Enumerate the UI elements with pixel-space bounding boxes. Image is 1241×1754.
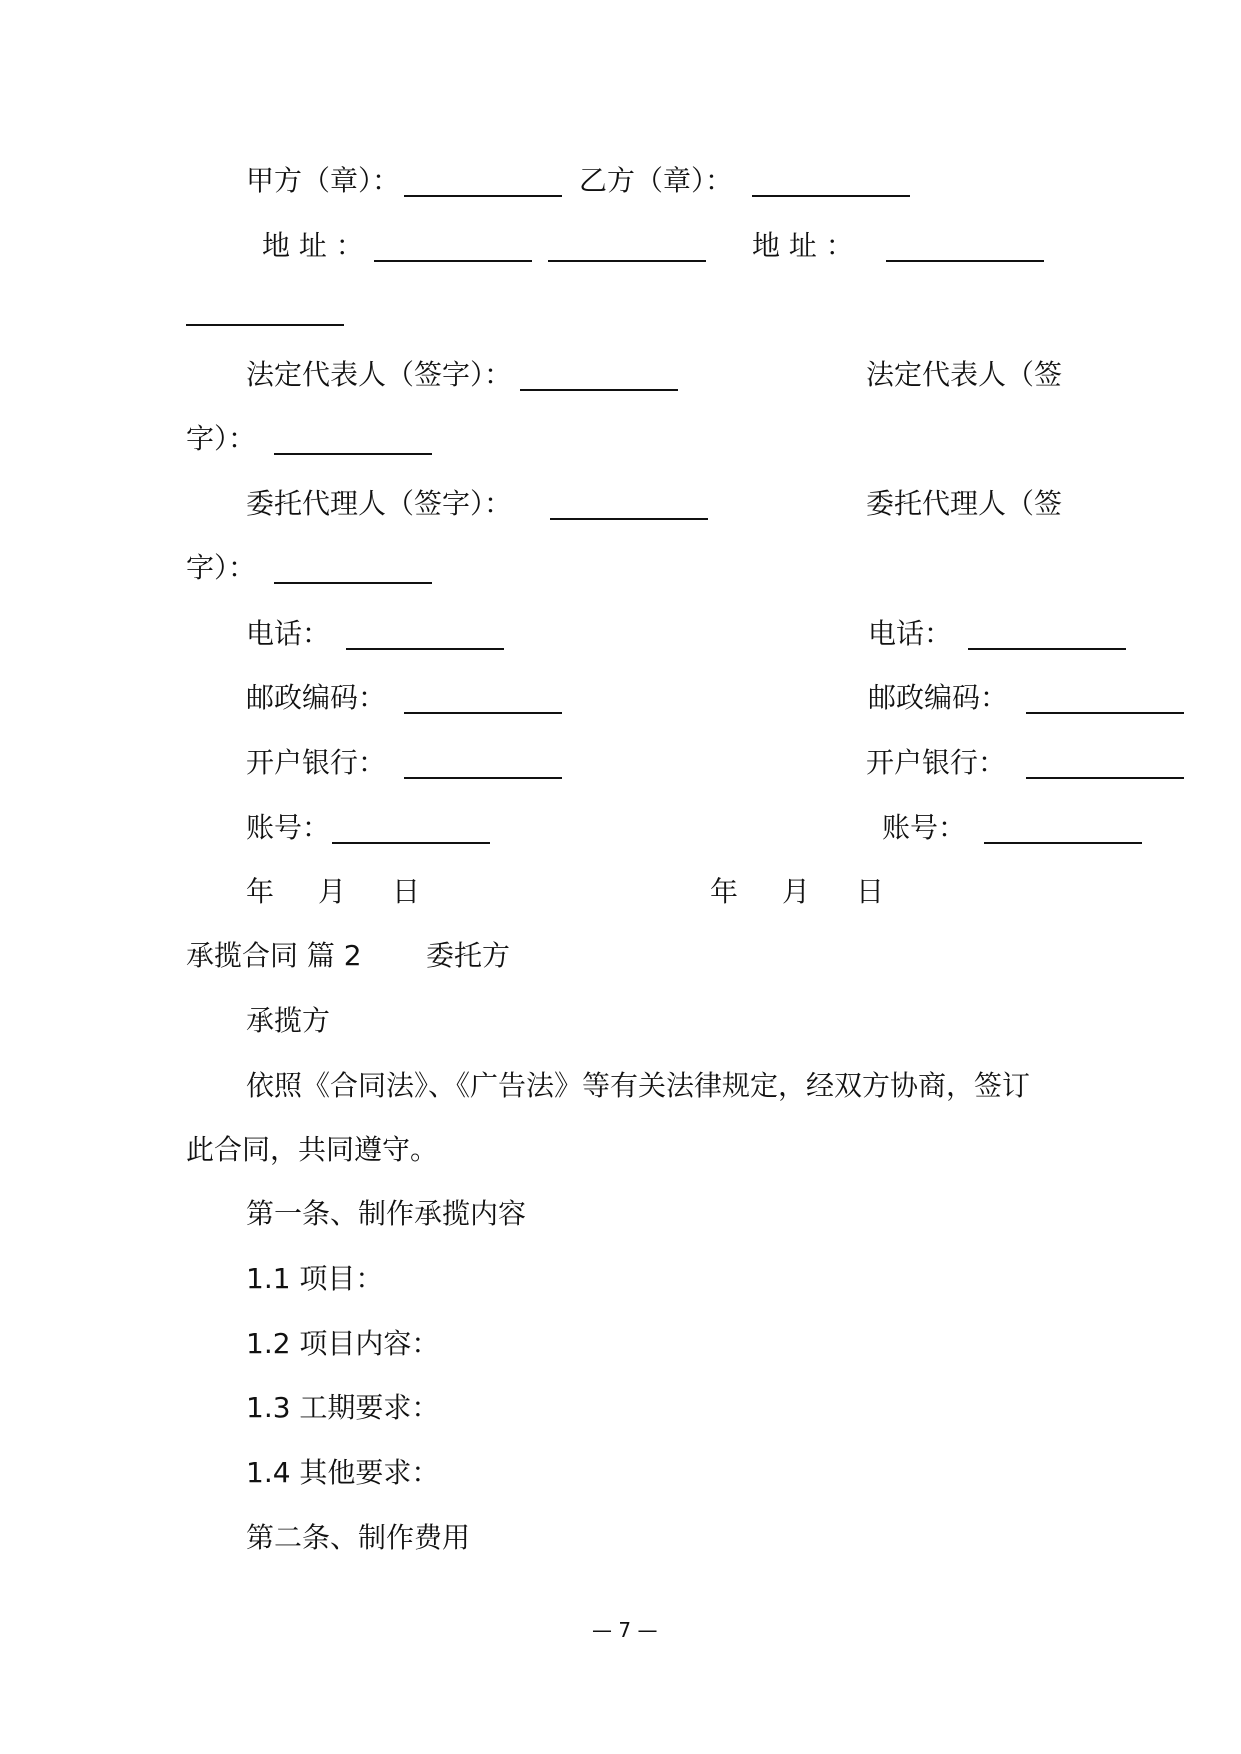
agent-b-label-2: 字）： xyxy=(186,551,257,584)
date-b-day: 日 xyxy=(856,875,885,908)
address-b-blank-2 xyxy=(186,324,344,326)
item-1-2: 1.2 项目内容： xyxy=(246,1327,440,1360)
legal-rep-b-blank xyxy=(274,453,432,455)
date-a-year: 年 xyxy=(246,875,275,908)
agent-a-label: 委托代理人（签字）： xyxy=(246,487,513,520)
date-a-day: 日 xyxy=(392,875,421,908)
address-a-blank-1 xyxy=(374,260,532,262)
legal-rep-a-label: 法定代表人（签字）： xyxy=(246,358,513,391)
bank-b-blank xyxy=(1026,777,1184,779)
contract2-heading: 承揽合同 篇 2 xyxy=(186,939,362,972)
phone-a-label: 电话： xyxy=(246,617,331,650)
phone-b-label: 电话： xyxy=(868,617,953,650)
postcode-b-blank xyxy=(1026,712,1184,714)
agent-a-blank xyxy=(550,518,708,520)
party-b-seal-label: 乙方（章）： xyxy=(579,164,734,197)
article1-heading: 第一条、制作承揽内容 xyxy=(246,1197,527,1230)
item-1-4: 1.4 其他要求： xyxy=(246,1456,440,1489)
address-b-label: 地 址 ： xyxy=(752,229,854,262)
address-b-blank-1 xyxy=(886,260,1044,262)
postcode-a-label: 邮政编码： xyxy=(246,681,387,714)
party-a-seal-label: 甲方（章）： xyxy=(246,164,401,197)
item-1-1: 1.1 项目： xyxy=(246,1262,384,1295)
legal-rep-a-blank xyxy=(520,389,678,391)
legal-rep-b-label-2: 字）： xyxy=(186,422,257,455)
account-b-label: 账号： xyxy=(882,811,967,844)
party-b-seal-blank xyxy=(752,195,910,197)
page-number: — 7 — xyxy=(592,1618,658,1642)
contract2-intro-line1: 依照《合同法》、《广告法》等有关法律规定，经双方协商，签订 xyxy=(246,1069,1031,1102)
bank-b-label: 开户银行： xyxy=(866,746,1007,779)
phone-a-blank xyxy=(346,648,504,650)
date-b-year: 年 xyxy=(710,875,739,908)
date-a-month: 月 xyxy=(318,875,347,908)
agent-b-blank xyxy=(274,582,432,584)
contract2-intro-line2: 此合同，共同遵守。 xyxy=(186,1133,439,1166)
item-1-3: 1.3 工期要求： xyxy=(246,1391,440,1424)
account-a-blank xyxy=(332,842,490,844)
address-a-label: 地 址 ： xyxy=(262,229,364,262)
account-a-label: 账号： xyxy=(246,811,331,844)
agent-b-label-1: 委托代理人（签 xyxy=(866,487,1063,520)
legal-rep-b-label-1: 法定代表人（签 xyxy=(866,358,1063,391)
party-a-seal-blank xyxy=(404,195,562,197)
date-b-month: 月 xyxy=(782,875,811,908)
article2-heading: 第二条、制作费用 xyxy=(246,1521,471,1554)
contract2-contractor: 承揽方 xyxy=(246,1004,331,1037)
phone-b-blank xyxy=(968,648,1126,650)
contract2-client: 委托方 xyxy=(426,939,511,972)
bank-a-blank xyxy=(404,777,562,779)
postcode-a-blank xyxy=(404,712,562,714)
account-b-blank xyxy=(984,842,1142,844)
address-a-blank-2 xyxy=(548,260,706,262)
postcode-b-label: 邮政编码： xyxy=(868,681,1009,714)
bank-a-label: 开户银行： xyxy=(246,746,387,779)
